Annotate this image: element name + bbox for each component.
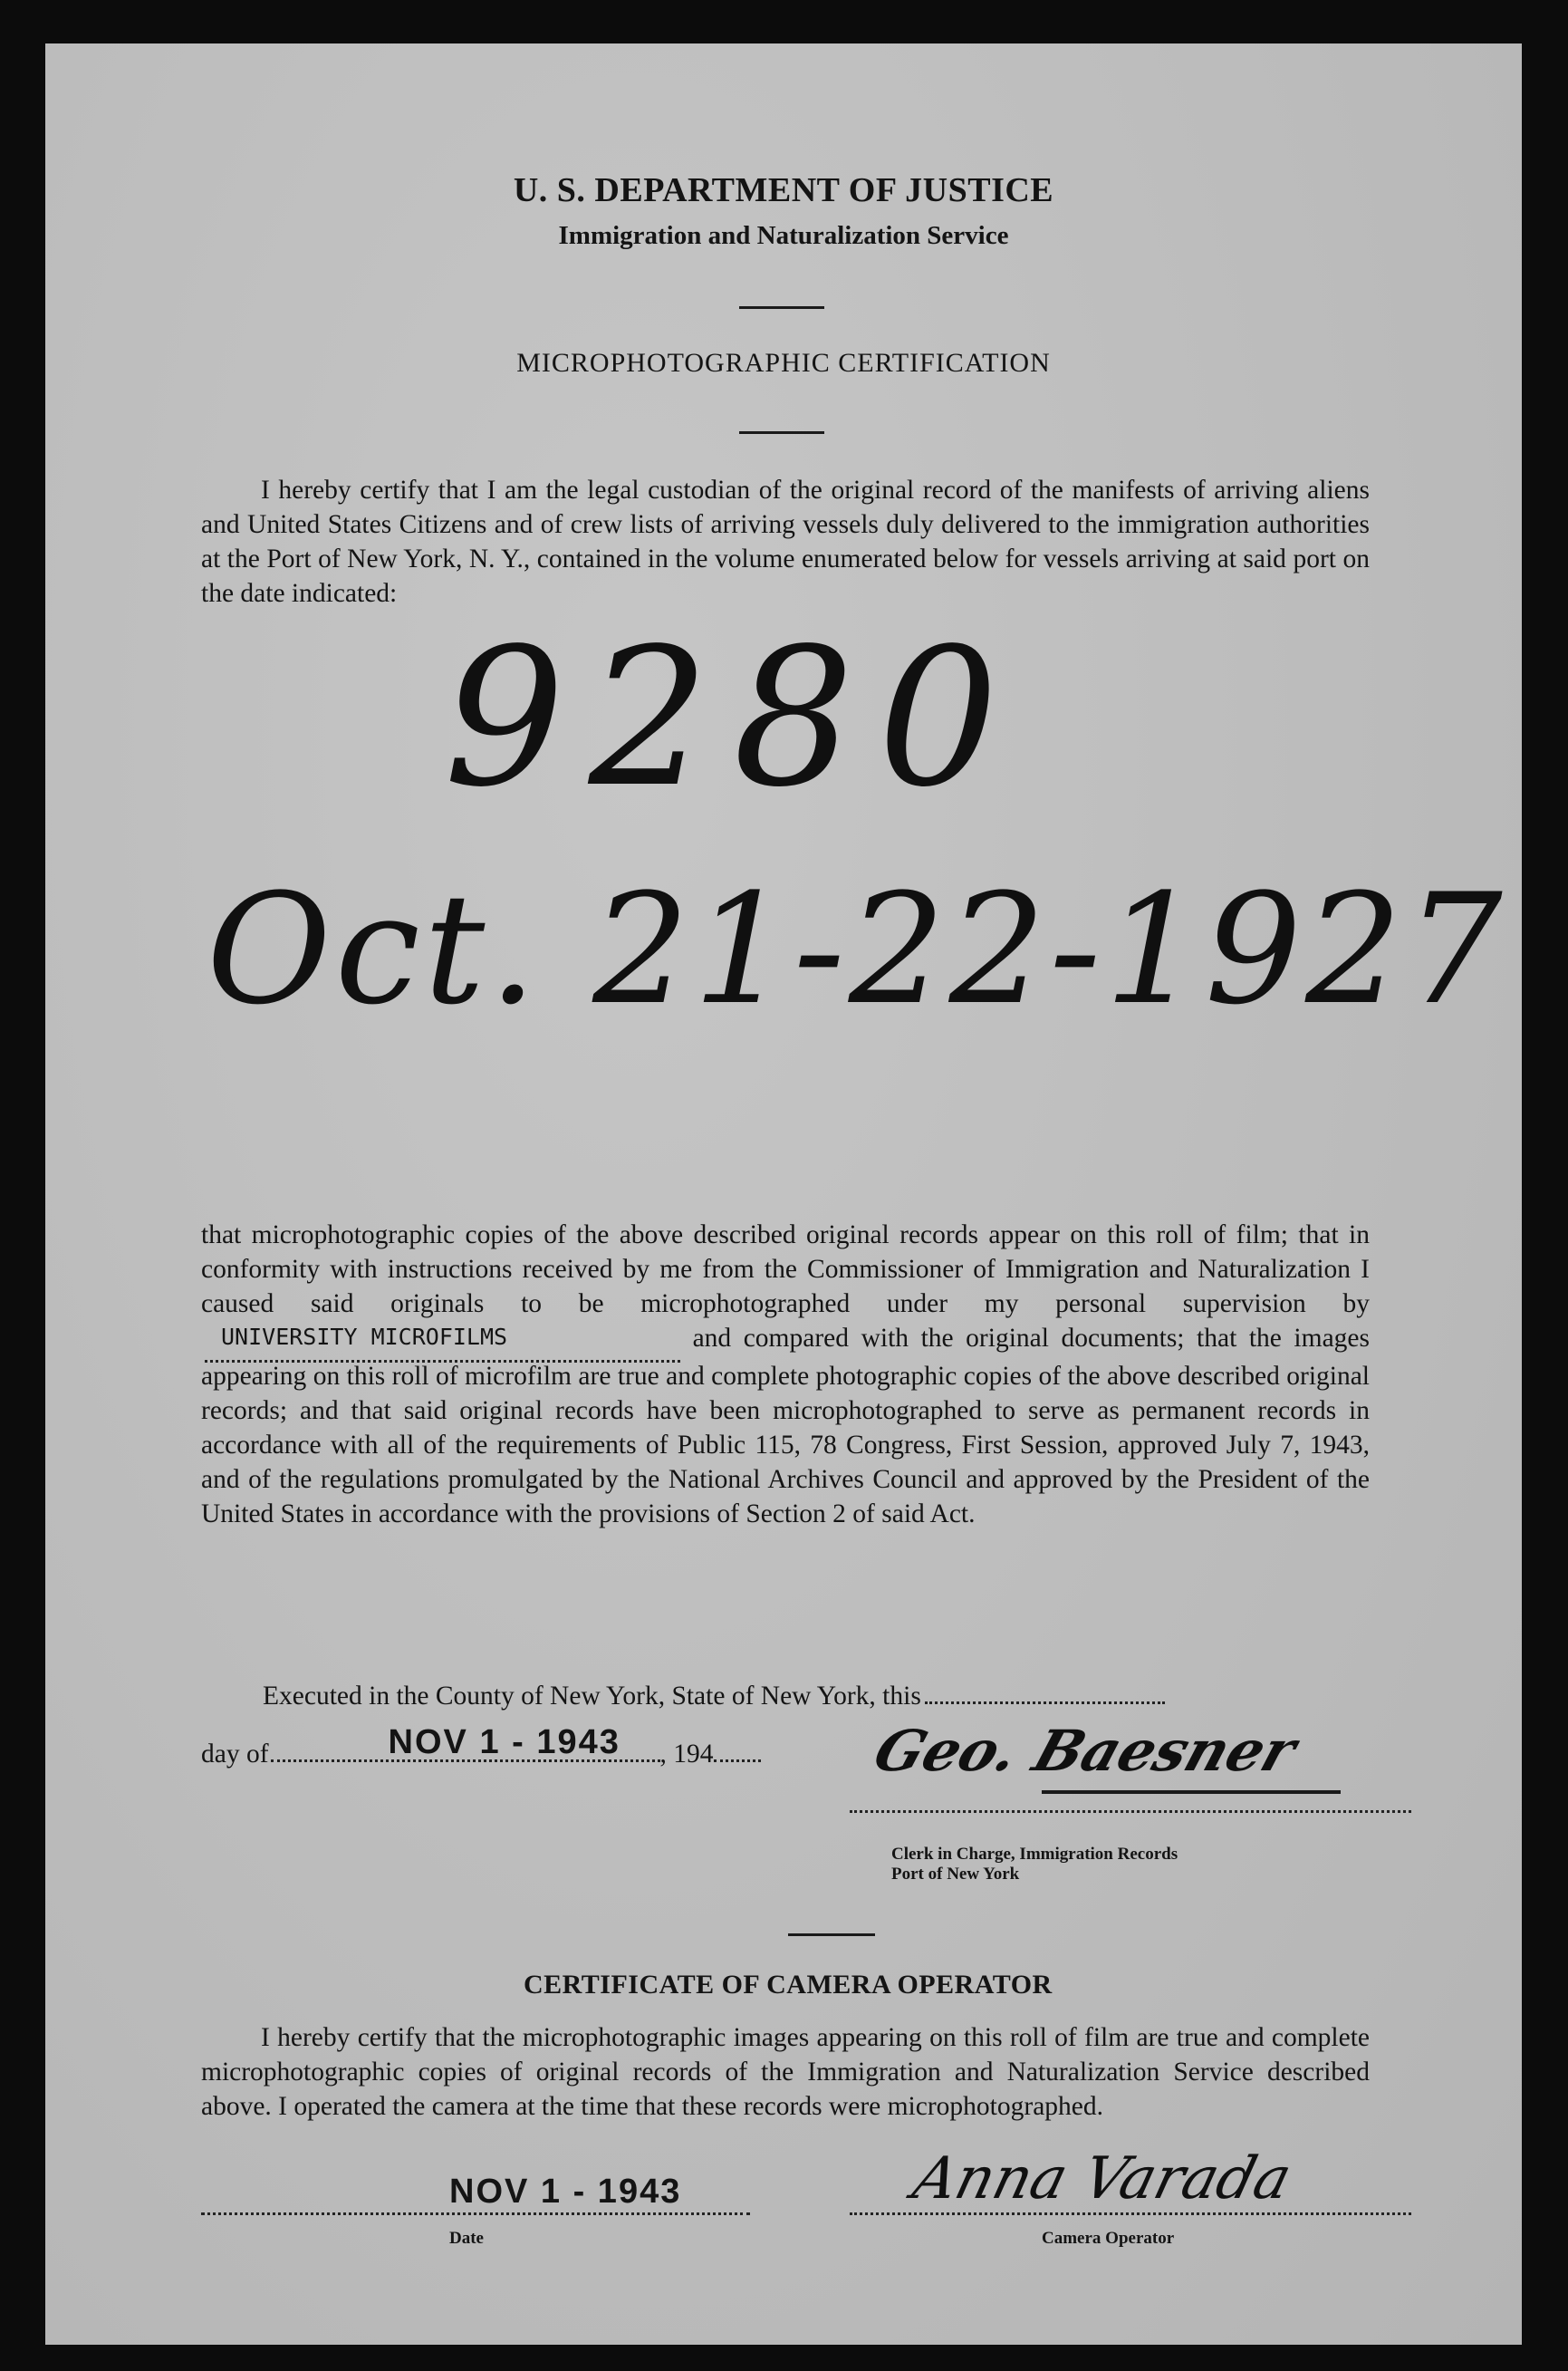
day-of-line — [201, 1723, 761, 1769]
agent-fill-line — [205, 1325, 680, 1363]
camera-operator-title: CERTIFICATE OF CAMERA OPERATOR — [524, 1970, 1053, 2000]
clerk-signature-line — [850, 1810, 1411, 1813]
certificate-sheet — [45, 43, 1522, 2345]
date-label: Date — [449, 2229, 484, 2248]
clerk-title — [891, 1845, 1178, 1884]
clerk-title-line-2: Port of New York — [891, 1865, 1020, 1884]
body-text: that microphotographic copies of the above described original records appear on this roll of film; that in conformity with instructions received by me from the Commissioner of Immigration and Naturalization I caused said originals to be microphotographed under my personal supervision by — [201, 1220, 1370, 1318]
divider — [788, 1933, 875, 1936]
handwritten-volume-number: 9280 — [444, 607, 1023, 829]
clerk-title-line-1: Clerk in Charge, Immigration Records — [891, 1845, 1178, 1864]
service-subheading: Immigration and Naturalization Service — [558, 221, 1009, 250]
typed-agent-name: UNIVERSITY MICROFILMS — [221, 1324, 508, 1350]
camera-operator-text — [201, 2020, 1370, 2124]
day-fill-line — [925, 1701, 1165, 1704]
divider — [739, 306, 824, 309]
certification-body — [201, 1218, 1370, 1531]
divider — [739, 431, 824, 434]
body-text-continued: and compared with the original documents; that the images appearing on this roll of microfilm are true and complete photographic copies of the above described original records; and that said original records have been microphotographed to serve as permanent records in accordance with all of the requirements of Public 115, 78 Congress, First Session, approved July 7, 1943, and of the regulations promulgated by the National Archives Council and approved by the President of the United States in accordance with the provisions of Section 2 of said Act. — [201, 1324, 1370, 1528]
form-title: MICROPHOTOGRAPHIC CERTIFICATION — [516, 348, 1051, 378]
handwritten-date: Oct. 21-22-1927 — [207, 861, 1506, 1038]
operator-signature: Anna Varada — [906, 2145, 1298, 2212]
executed-text: Executed in the County of New York, State of New York, this — [263, 1682, 921, 1711]
executed-line — [263, 1682, 1165, 1711]
clerk-signature: Geo. Baesner — [866, 1718, 1304, 1784]
date-signature-line — [201, 2212, 750, 2215]
operator-signature-line — [850, 2212, 1411, 2215]
certification-intro — [201, 473, 1370, 611]
day-of-label: day of — [201, 1740, 269, 1769]
signature-flourish — [1042, 1790, 1341, 1794]
camera-operator-label: Camera Operator — [1042, 2229, 1175, 2248]
date-fill-line — [271, 1723, 660, 1762]
operator-stamped-date: NOV 1 - 1943 — [449, 2173, 682, 2211]
intro-text: I hereby certify that I am the legal custodian of the original record of the manifests of arriving aliens and United States Citizens and of crew lists of arriving vessels duly delivered to the immigration authorities at the Port of New York, N. Y., contained in the volume enumerated below for vessels arriving at said port on the date indicated: — [201, 476, 1370, 608]
year-fill-line — [714, 1759, 761, 1762]
stamped-date: NOV 1 - 1943 — [388, 1723, 620, 1761]
year-prefix: , 194 — [659, 1740, 714, 1769]
department-heading: U. S. DEPARTMENT OF JUSTICE — [513, 171, 1054, 209]
camera-operator-statement: I hereby certify that the microphotographic images appearing on this roll of film are true and complete microphotographic copies of original records of the Immigration and Naturalization Service described above. I operated the camera at the time that these records were microphotographed. — [201, 2023, 1370, 2121]
